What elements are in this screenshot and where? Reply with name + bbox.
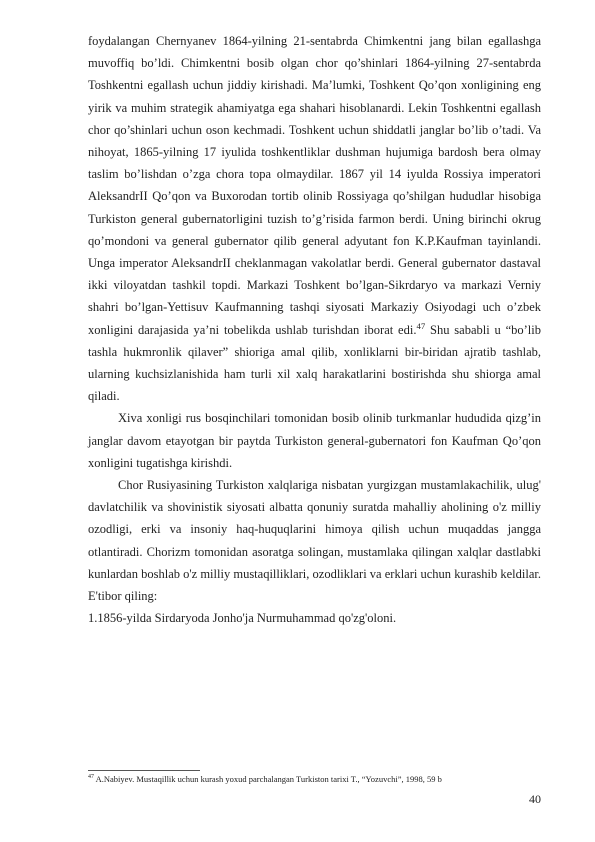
footnote-text: A.Nabiyev. Mustaqillik uchun kurash yoxud parchalangan Turkiston tarixi T., “Yozuvchi”, 1998, 59 b <box>93 774 442 784</box>
footnote-divider <box>88 770 200 771</box>
footnote <box>88 774 541 785</box>
footnote-reference[interactable]: 47 <box>416 320 426 331</box>
paragraph-colonial-policy: Chor Rusiyasining Turkiston xalqlariga nisbatan yurgizgan mustamlakachilik, ulug' davlatchilik va shovinistik siyosati albatta qonuniy suratda mahalliy aholining o'z milliy ozodligi, erki va insoniy haq-huquqlarini himoya qilish uchun muqaddas jangga otlantiradi. Chorizm tomonidan asoratga solingan, mustamlaka qilingan xalqlar dastlabki kunlardan boshlab o'z milliy mustaqilliklari, ozodliklari va erklari uchun kurashib keldilar. E'tibor qiling: <box>88 478 541 604</box>
paragraph-text-continued: Shu sababli u “bo’lib tashla hukmronlik qilaver” shioriga amal qilib, xonliklarni bir-biridan ajratib tashlab, ularning kuchsizlanishida ham turli xil xalq harakatlarini bostirishda shu shiorga amal qiladi. <box>88 322 541 404</box>
list-item-uprising: 1.1856-yilda Sirdaryoda Jonho'ja Nurmuhammad qo'zg'oloni. <box>88 611 397 626</box>
paragraph-text: foydalangan Chernyanev 1864-yilning 21-sentabrda Chimkentni jang bilan egallashga muvoffiq bo’ldi. Chimkentni bosib olgan chor qo’shinlari 1864-yilning 27-sentabrda Toshkentni egallash uchun jiddiy kirishadi. Ma’lumki, Toshkent Qo’qon xonligining eng yirik va muhim strategik ahamiyatga ega shahari hisoblanardi. Lekin Toshkentni egallash chor qo’shinlari uchun oson kechmadi. Toshkent uchun shiddatli janglar bo’lib o’tadi. Va nihoyat, 1865-yilning 17 iyulida toshkentliklar dushman hujumiga bardosh bera olmay taslim bo’lishdan o’zga chora topa olmaydilar. 1867 yil 14 iyulda Rossiya imperatori AleksandrII Qo’qon va Buxorodan tortib olinib Rossiyaga qo’shilgan hududlar hisobiga Turkiston general gubernatorligini tuzish to’g’risida farmon berdi. Uning birinchi okrug qo’mondoni va general gubernator qilib general adyutant fon K.P.Kaufman tayinlandi. Unga imperator AleksandrII cheklanmagan vakolatlar berdi. General gubernator dastaval ikki viloyatdan tashkil topdi. Markazi Toshkent bo’lgan-Sikrdaryo va markazi Verniy shahri bo’lgan-Yettisuv Kaufmanning tashqi siyosati Markaziy Osiyodagi uch o’zbek xonligini darajasida ya’ni tobelikda ushlab turishdan iborat edi. <box>88 34 541 337</box>
document-body <box>88 30 541 629</box>
paragraph-conquest-tashkent <box>88 30 541 407</box>
page-number: 40 <box>529 792 541 806</box>
paragraph-khiva-kokand: Xiva xonligi rus bosqinchilari tomonidan bosib olinib turkmanlar hududida qizg’in janglar davom etayotgan bir paytda Turkiston general-gubernatori fon Kaufman Qo’qon xonligini tugatishga kirishdi. <box>88 411 541 470</box>
footnote-number: 47 <box>88 774 94 781</box>
